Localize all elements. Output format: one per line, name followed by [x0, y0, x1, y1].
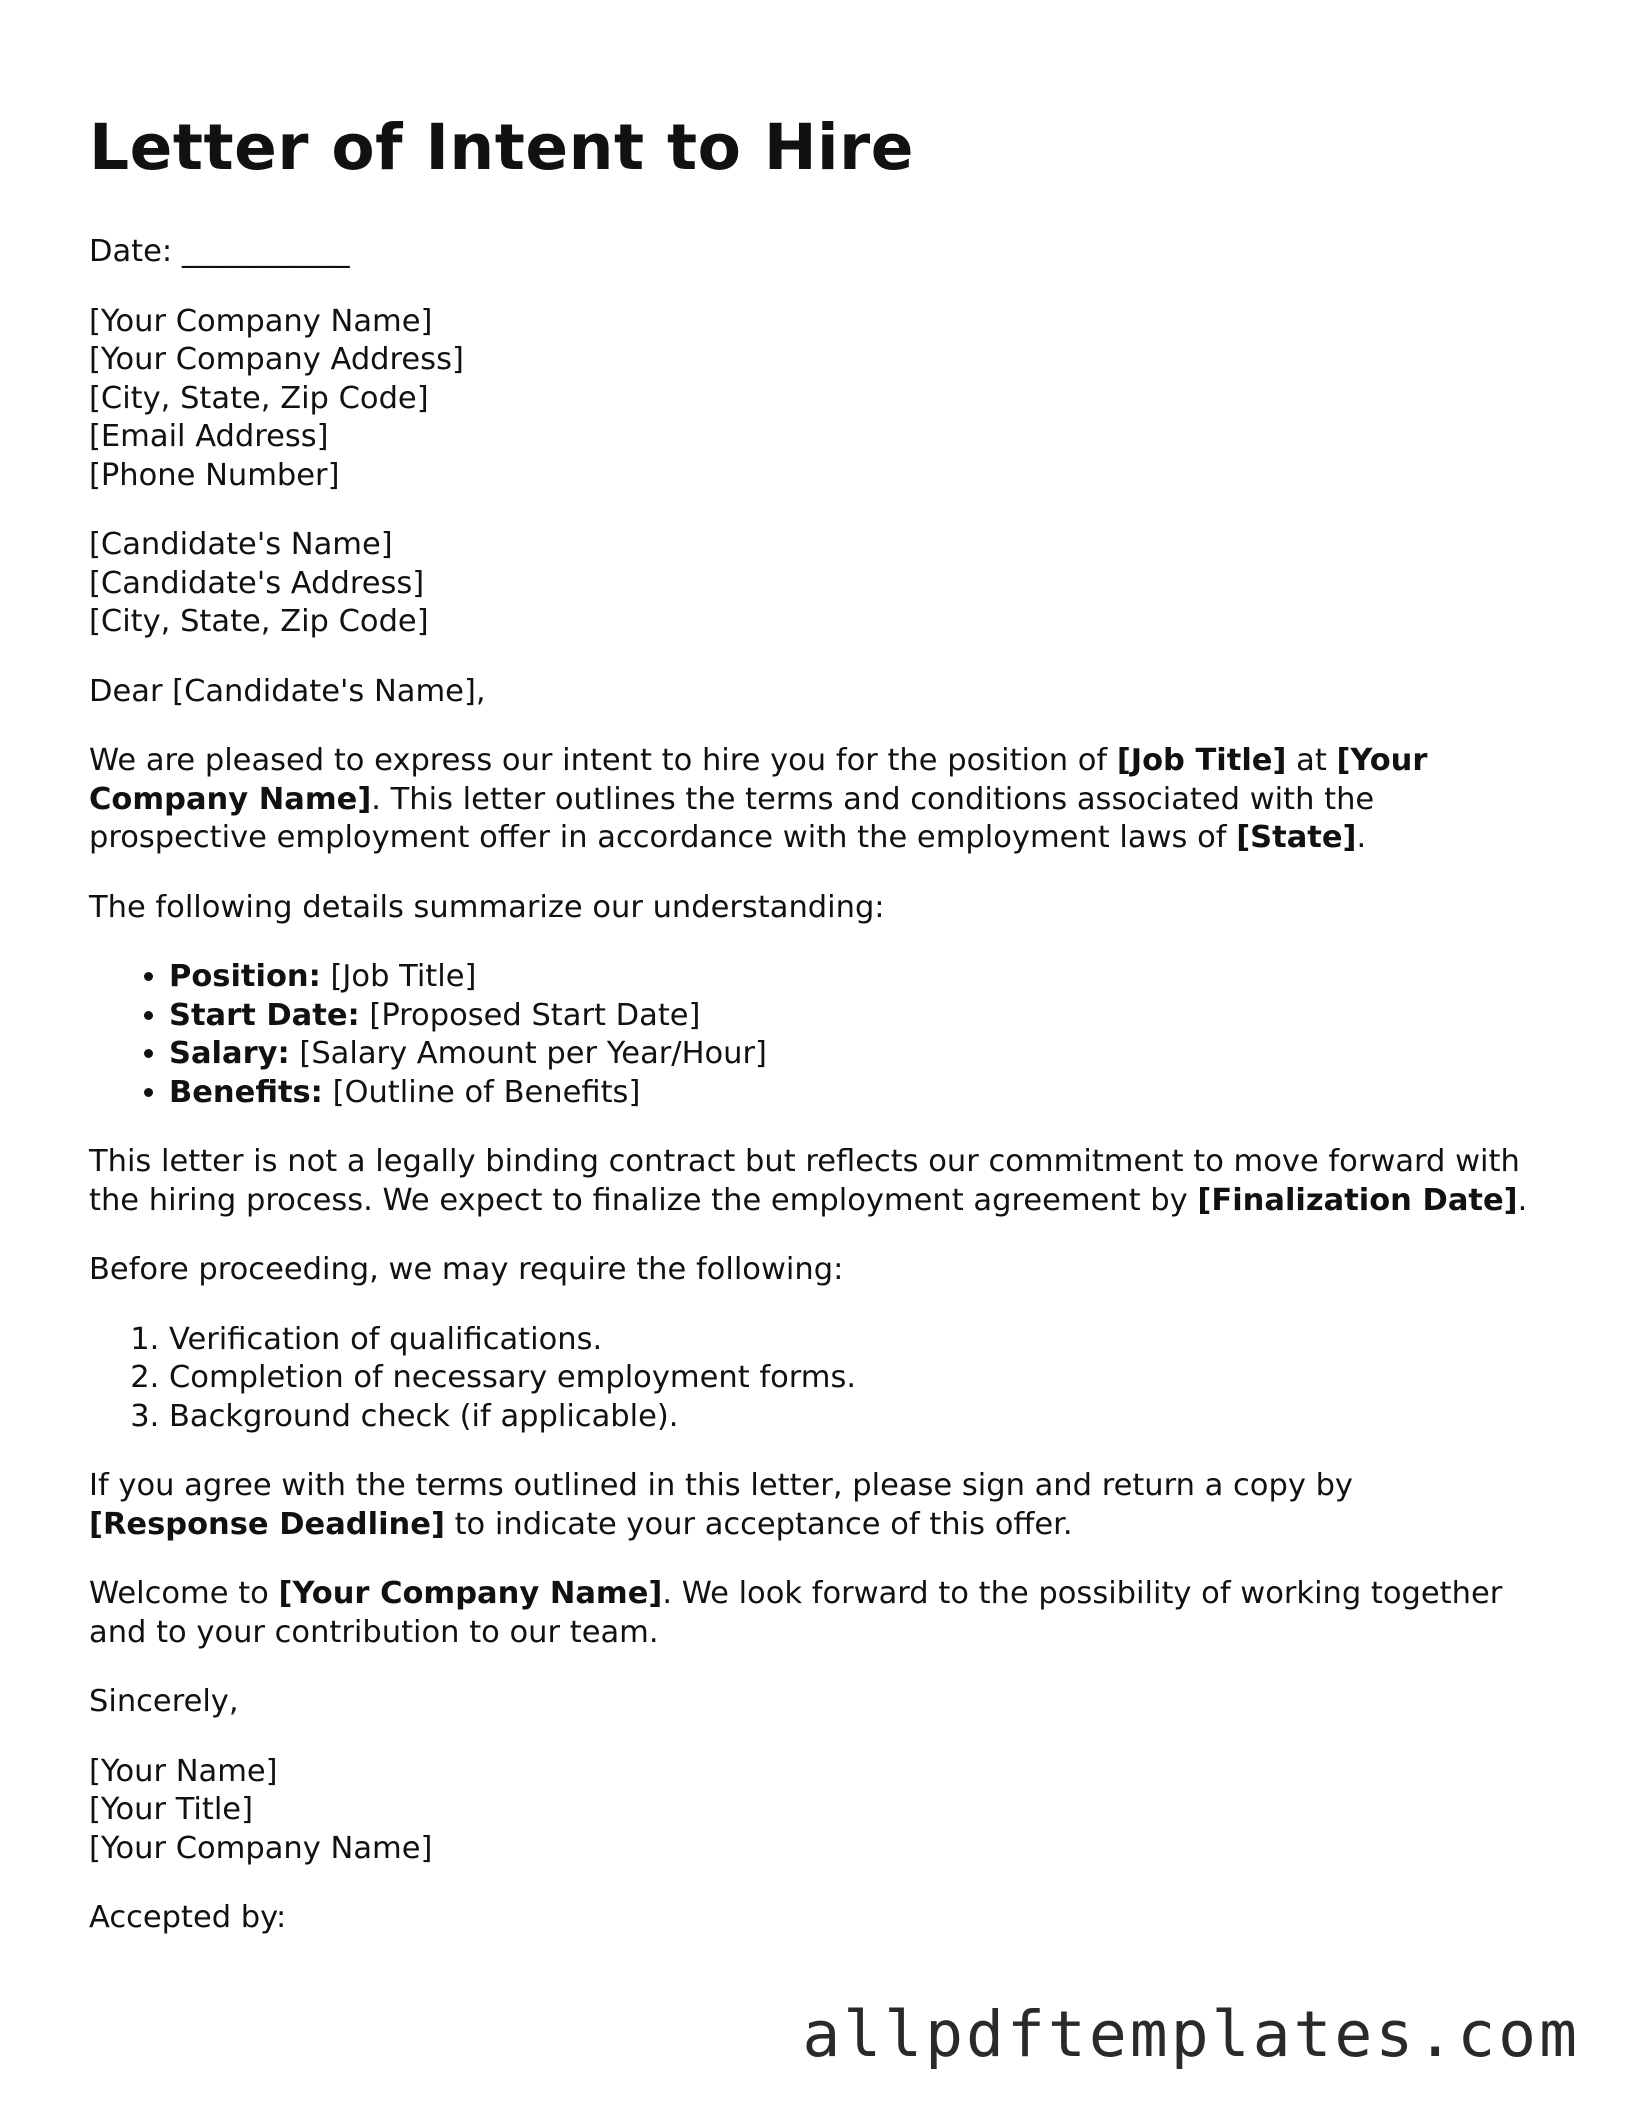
company-name-placeholder: [Your Company Name]: [89, 743, 1428, 817]
signature-block: [89, 1753, 1529, 1869]
sender-address-block: [89, 303, 1529, 496]
closing: Sincerely,: [89, 1684, 239, 1719]
requirement-item: 3. Background check (if applicable).: [169, 1398, 1529, 1437]
sender-company-address: [Your Company Address]: [89, 342, 464, 377]
detail-item-position: • Position: [Job Title]: [169, 958, 1529, 997]
requirements-intro: Before proceeding, we may require the following:: [89, 1252, 844, 1287]
response-deadline-placeholder: [Response Deadline]: [89, 1506, 445, 1542]
signer-name: [Your Name]: [89, 1753, 278, 1789]
job-title-placeholder: [Job Title]: [1116, 743, 1287, 778]
sender-phone: [Phone Number]: [89, 457, 340, 493]
sender-company-name: [Your Company Name]: [89, 303, 433, 339]
binding-note-paragraph: This letter is not a legally binding contract but reflects our commitment to move forward with the hiring process. We expect to finalize the employment agreement by [Finalization Date].: [89, 1144, 1528, 1218]
detail-item-benefits: • Benefits: [Outline of Benefits]: [169, 1074, 1529, 1113]
details-list: [89, 958, 1529, 1112]
detail-item-salary: • Salary: [Salary Amount per Year/Hour]: [169, 1035, 1529, 1074]
sender-email: [Email Address]: [89, 419, 329, 454]
recipient-city-state-zip: [City, State, Zip Code]: [89, 604, 429, 639]
page-title: Letter of Intent to Hire: [89, 111, 914, 184]
requirements-list: [89, 1321, 1529, 1437]
site-watermark: allpdftemplates.com: [802, 1998, 1580, 2071]
signer-company: [Your Company Name]: [89, 1830, 433, 1866]
agreement-paragraph: If you agree with the terms outlined in this letter, please sign and return a copy by [Response Deadline] to indicate your acceptance of this offer.: [89, 1468, 1353, 1542]
requirement-item: 1. Verification of qualifications.: [169, 1321, 1529, 1360]
recipient-address: [Candidate's Address]: [89, 565, 425, 601]
letter-page: [89, 110, 1529, 1969]
state-placeholder: [State]: [1236, 820, 1357, 855]
details-intro: The following details summarize our understanding:: [89, 889, 885, 925]
detail-item-start-date: • Start Date: [Proposed Start Date]: [169, 997, 1529, 1036]
accepted-by-label: Accepted by:: [89, 1900, 287, 1935]
sender-city-state-zip: [City, State, Zip Code]: [89, 380, 429, 416]
salutation: Dear [Candidate's Name],: [89, 673, 486, 709]
welcome-company-placeholder: [Your Company Name]: [278, 1576, 663, 1611]
recipient-name: [Candidate's Name]: [89, 527, 393, 562]
intro-paragraph: We are pleased to express our intent to hire you for the position of [Job Title] at [Your Company Name]. This letter outlines the terms and conditions associated with the prospective employment offer in accordance with the employment laws of [State].: [89, 743, 1428, 855]
date-line: Date: ___________: [89, 234, 350, 269]
finalization-date-placeholder: [Finalization Date]: [1197, 1182, 1518, 1218]
signer-title: [Your Title]: [89, 1792, 253, 1827]
recipient-address-block: [89, 526, 1529, 642]
requirement-item: 2. Completion of necessary employment forms.: [169, 1359, 1529, 1398]
welcome-paragraph: Welcome to [Your Company Name]. We look forward to the possibility of working together and to your contribution to our team.: [89, 1576, 1503, 1650]
